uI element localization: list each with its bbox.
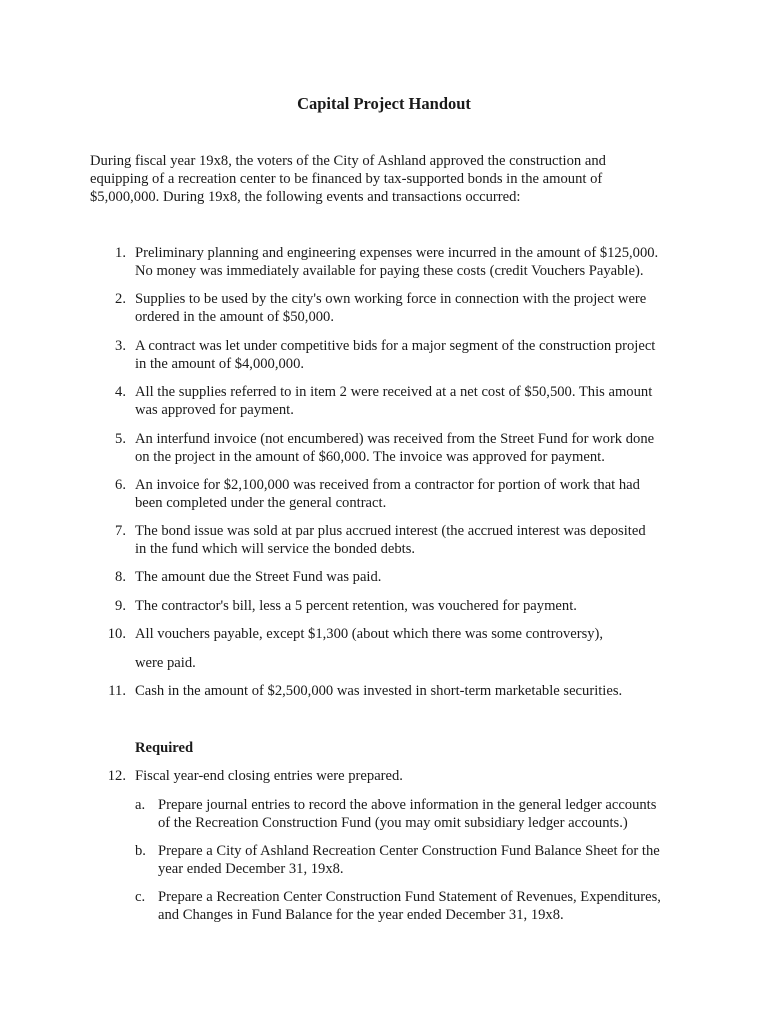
list-item: 11. Cash in the amount of $2,500,000 was invested in short-term marketable securities.	[90, 682, 690, 700]
item-number: 10.	[107, 626, 126, 642]
list-item: 6. An invoice for $2,100,000 was received from a contractor for portion of work that had been completed under the general contract.	[90, 476, 690, 512]
closing-entries-item	[90, 767, 690, 785]
requirements-list-b	[135, 842, 695, 878]
required-heading: Required	[135, 740, 194, 756]
transactions-list-11	[90, 682, 690, 700]
item-number: 4.	[115, 384, 126, 400]
item-number: 6.	[115, 477, 126, 493]
transactions-list-2	[90, 290, 690, 326]
sub-list-item: c. Prepare a Recreation Center Construction Fund Statement of Revenues, Expenditures, and Changes in Fund Balance for the year ended December 31, 19x8.	[135, 889, 661, 923]
sub-item-letter: c.	[135, 889, 146, 905]
list-item: 5. An interfund invoice (not encumbered) was received from the Street Fund for work done on the project in the amount of $60,000. The invoice was approved for payment.	[90, 430, 690, 466]
list-item: 1. Preliminary planning and engineering expenses were incurred in the amount of $125,000. No money was immediately available for paying these costs (credit Vouchers Payable).	[90, 244, 690, 280]
transactions-list-8	[90, 568, 690, 586]
list-item: 8. The amount due the Street Fund was paid.	[90, 568, 690, 586]
transactions-list-3	[90, 337, 690, 373]
sub-item-letter: a.	[135, 797, 146, 813]
sub-list-item: b. Prepare a City of Ashland Recreation Center Construction Fund Balance Sheet for the year ended December 31, 19x8.	[135, 843, 660, 877]
document-title: Capital Project Handout	[297, 94, 471, 113]
item-number: 5.	[115, 431, 126, 447]
requirements-list-a	[135, 796, 695, 832]
list-item: 12. Fiscal year-end closing entries were prepared.	[90, 767, 690, 785]
item-number: 2.	[115, 291, 126, 307]
item-number: 12.	[107, 768, 126, 784]
transactions-list-10	[90, 625, 690, 643]
item-number: 3.	[115, 338, 126, 354]
item-number: 11.	[108, 683, 126, 699]
transactions-list-9	[90, 597, 690, 615]
transactions-list-4	[90, 383, 690, 419]
list-item: 3. A contract was let under competitive bids for a major segment of the construction project in the amount of $4,000,000.	[90, 337, 690, 373]
list-item: 7. The bond issue was sold at par plus accrued interest (the accrued interest was deposited in the fund which will service the bonded debts.	[90, 522, 690, 558]
transactions-list-6	[90, 476, 690, 512]
sub-item-letter: b.	[135, 843, 146, 859]
item-number: 7.	[115, 523, 126, 539]
requirements-list-c	[135, 888, 695, 924]
list-item: were paid.	[135, 655, 196, 671]
item-number: 8.	[115, 569, 126, 585]
item-number: 9.	[115, 598, 126, 614]
transactions-list-7	[90, 522, 690, 558]
item-number: 1.	[115, 245, 126, 261]
transactions-list	[90, 244, 690, 280]
transactions-list-5	[90, 430, 690, 466]
intro-paragraph: During fiscal year 19x8, the voters of the City of Ashland approved the construction and equipping of a recreation center to be financed by tax-supported bonds in the amount of $5,000,000. During 19x8, the following events and transactions occurred:	[90, 153, 606, 205]
list-item: 4. All the supplies referred to in item 2 were received at a net cost of $50,500. This amount was approved for payment.	[90, 383, 690, 419]
transactions-list-10-cont	[90, 654, 690, 672]
list-item: 2. Supplies to be used by the city's own working force in connection with the project were ordered in the amount of $50,000.	[90, 290, 690, 326]
sub-list-item: a. Prepare journal entries to record the above information in the general ledger accounts of the Recreation Construction Fund (you may omit subsidiary ledger accounts.)	[135, 797, 657, 831]
list-item: 10. All vouchers payable, except $1,300 (about which there was some controversy),	[90, 625, 690, 643]
list-item: 9. The contractor's bill, less a 5 percent retention, was vouchered for payment.	[90, 597, 690, 615]
